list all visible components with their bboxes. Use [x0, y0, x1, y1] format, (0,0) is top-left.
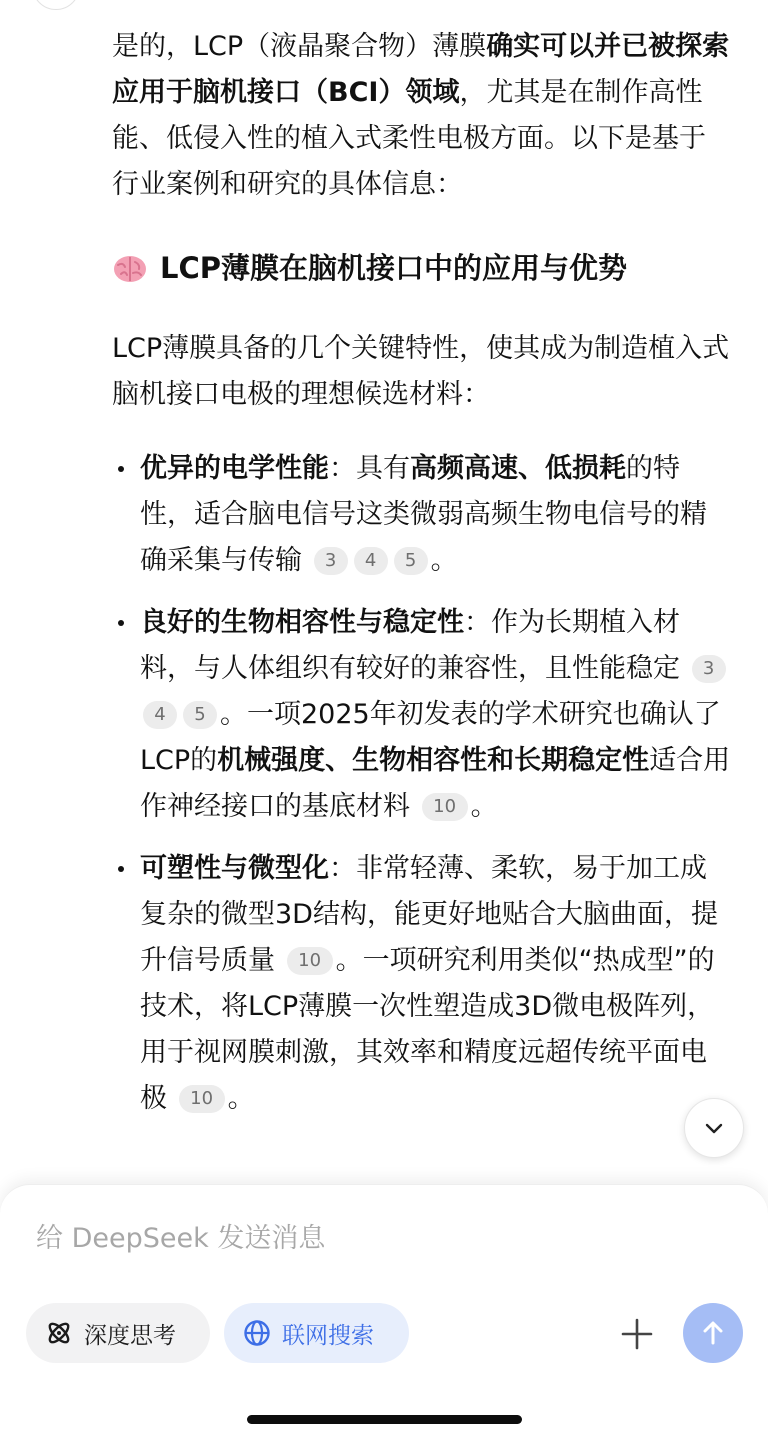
- brain-icon: [112, 250, 148, 286]
- section-heading: [112, 246, 732, 290]
- previous-button-edge[interactable]: [32, 0, 80, 10]
- intro-bold-text: 确实可以并已被探索应用于脑机接口（BCI）领域: [112, 31, 730, 108]
- chevron-down-icon: [702, 1116, 726, 1140]
- list-item-title: 优异的电学性能: [140, 453, 329, 484]
- citation-badge[interactable]: 5: [183, 701, 217, 729]
- citation-badge[interactable]: 10: [179, 1085, 225, 1113]
- list-item-bold: 高频高速、低损耗: [410, 453, 626, 484]
- list-item-text: 。一项研究利用类似“热成型”的技术，将LCP薄膜一次性塑造成3D微电极阵列，用于视网膜刺激，其效率和精度远超传统平面电极: [140, 945, 715, 1114]
- message-input[interactable]: [36, 1215, 636, 1261]
- assistant-message: [112, 24, 732, 1138]
- list-item-text: 适合用作神经接口的基底材料: [140, 745, 731, 822]
- list-item-text: 。: [227, 1083, 255, 1114]
- send-button[interactable]: [683, 1303, 743, 1363]
- scroll-to-bottom-button[interactable]: [684, 1098, 744, 1158]
- list-item-text: ：具有: [329, 453, 410, 484]
- web-search-label: 联网搜索: [282, 1322, 374, 1349]
- citation-badge[interactable]: 10: [287, 947, 333, 975]
- arrow-up-icon: [698, 1318, 728, 1348]
- list-item: [112, 600, 732, 830]
- citation-badge[interactable]: 3: [314, 547, 348, 575]
- plus-icon: [620, 1317, 654, 1351]
- intro-paragraph: [112, 24, 732, 208]
- list-item-text: 。一项2025年初发表的学术研究也确认了LCP的: [140, 699, 721, 776]
- lead-paragraph: LCP薄膜具备的几个关键特性，使其成为制造植入式脑机接口电极的理想候选材料：: [112, 333, 730, 410]
- citation-badge[interactable]: 4: [143, 701, 177, 729]
- deep-think-label: 深度思考: [84, 1322, 176, 1349]
- message-composer: [0, 1184, 768, 1444]
- citation-badge[interactable]: 3: [692, 655, 726, 683]
- attach-button[interactable]: [612, 1309, 662, 1359]
- feature-list: [112, 446, 732, 1122]
- list-item-text: 。: [430, 545, 458, 576]
- bullet-dot: [118, 466, 124, 472]
- globe-icon: [242, 1318, 272, 1348]
- list-item-text: ：非常轻薄、柔软，易于加工成复杂的微型3D结构，能更好地贴合大脑曲面，提升信号质量: [140, 853, 718, 976]
- list-item: [112, 846, 732, 1122]
- list-item-title: 可塑性与微型化: [140, 853, 329, 884]
- bullet-dot: [118, 620, 124, 626]
- list-item: [112, 446, 732, 584]
- list-item-text: 。: [470, 791, 498, 822]
- intro-text-2: ，尤其是在制作高性能、低侵入性的植入式柔性电极方面。以下是基于行业案例和研究的具体信息：: [112, 77, 706, 200]
- atom-icon: [44, 1318, 74, 1348]
- content-fade: [0, 1120, 768, 1190]
- list-item-bold: 机械强度、生物相容性和长期稳定性: [217, 745, 650, 776]
- bullet-dot: [118, 866, 124, 872]
- section-heading-text: LCP薄膜在脑机接口中的应用与优势: [160, 251, 628, 285]
- list-item-text: 的特性，适合脑电信号这类微弱高频生物电信号的精确采集与传输: [140, 453, 707, 576]
- list-item-title: 良好的生物相容性与稳定性: [140, 607, 464, 638]
- list-item-text: ：作为长期植入材料，与人体组织有较好的兼容性，且性能稳定: [140, 607, 680, 684]
- citation-badge[interactable]: 10: [422, 793, 468, 821]
- citation-badge[interactable]: 4: [354, 547, 388, 575]
- home-indicator: [247, 1415, 522, 1424]
- intro-text: 是的，LCP（液晶聚合物）薄膜: [112, 31, 487, 62]
- deep-think-toggle[interactable]: [26, 1303, 210, 1363]
- citation-badge[interactable]: 5: [394, 547, 428, 575]
- web-search-toggle[interactable]: [224, 1303, 409, 1363]
